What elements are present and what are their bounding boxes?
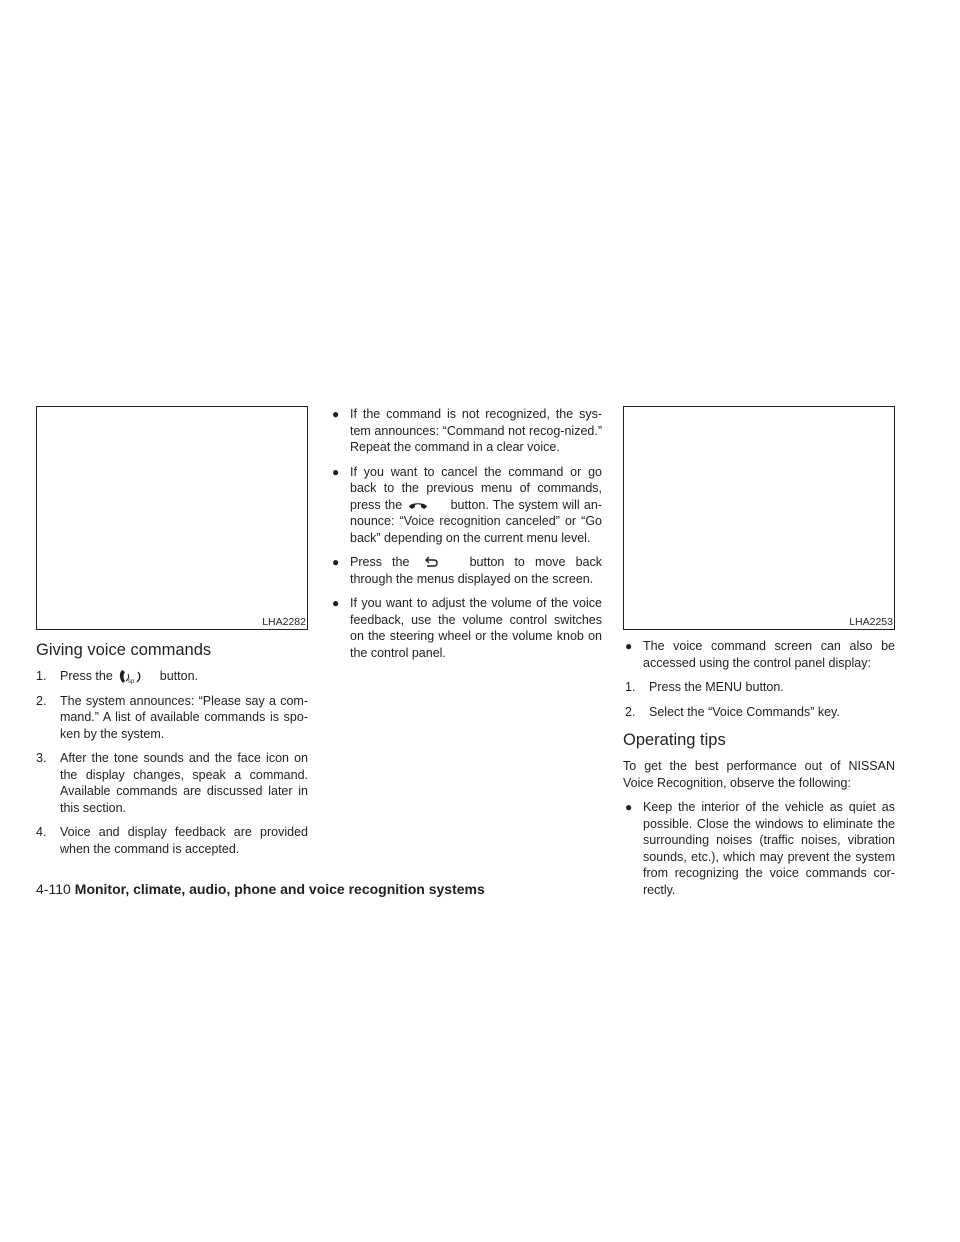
list-item (330, 554, 602, 587)
list-item (330, 406, 602, 456)
list-item (625, 679, 895, 696)
step-text: After the tone sounds and the face icon on the display changes, speak a command. Available commands are discussed later in this section. (60, 751, 308, 815)
list-item (625, 704, 895, 721)
page-number: 4-110 (36, 881, 71, 897)
figure-lha2282 (36, 406, 308, 630)
step-text: The system announces: “Please say a com-mand.” A list of available commands is spo-ken by the system. (60, 693, 308, 741)
step-number: 4. (36, 825, 47, 839)
right-column (623, 406, 895, 906)
page-footer (36, 880, 485, 898)
step-text: Press the (60, 669, 113, 683)
step-number: 1. (36, 669, 47, 683)
step-text: Press the MENU button. (649, 680, 784, 694)
figure-label: LHA2282 (262, 616, 306, 628)
step-number: 3. (36, 751, 47, 765)
left-column (36, 406, 308, 865)
list-item (623, 799, 895, 898)
operating-tips-list (623, 799, 895, 898)
list-item (36, 693, 308, 743)
note-text: Press the (350, 555, 410, 569)
list-item (36, 750, 308, 816)
heading-giving-voice-commands: Giving voice commands (36, 641, 212, 659)
step-text: Voice and display feedback are provided when the command is accepted. (60, 825, 308, 856)
note-text: button to move back through the menus displayed on the screen. (350, 555, 602, 586)
back-arrow-icon (420, 555, 460, 569)
figure-label: LHA2253 (849, 616, 893, 628)
tip-text: Keep the interior of the vehicle as quiet as possible. Close the windows to eliminate the surrounding noises (traffic noises, vibration sounds, etc.), which may prevent the system from recognizing the voice commands cor-rectly. (643, 800, 895, 897)
note-text: If you want to cancel the command or go back to the previous menu of commands, press the (350, 464, 602, 512)
step-number: 1. (625, 680, 636, 694)
middle-column (330, 406, 602, 669)
note-text: If the command is not recognized, the sys-tem announces: “Command not recog-nized.” Repeat the command in a clear voice. (350, 407, 602, 454)
figure-lha2253 (623, 406, 895, 630)
control-panel-note (623, 638, 895, 671)
step-number: 2. (36, 693, 47, 708)
section-title: Monitor, climate, audio, phone and voice recognition systems (74, 881, 485, 897)
bullet-icon: ● (332, 464, 340, 479)
bullet-icon: ● (625, 639, 633, 653)
svg-text:sp: sp (128, 679, 135, 685)
bullet-icon: ● (332, 407, 340, 421)
note-text: If you want to adjust the volume of the voice feedback, use the volume control switches on the steering wheel or the volume knob on the control panel. (350, 596, 602, 660)
list-item (623, 638, 895, 671)
bullet-icon: ● (332, 596, 340, 610)
step-text: button. (159, 669, 199, 683)
step-number: 2. (625, 704, 636, 719)
heading-operating-tips: Operating tips (623, 731, 726, 749)
note-text: The voice command screen can also be accessed using the control panel display: (643, 639, 895, 670)
talk-button-icon (116, 669, 156, 683)
step-text: Select the “Voice Commands” key. (649, 704, 840, 719)
list-item (36, 668, 308, 685)
phone-hangup-icon (406, 498, 446, 512)
note-text: button. The system will an-nounce: “Voice recognition canceled” or “Go back” depending on the current menu level. (350, 497, 602, 545)
list-item (36, 824, 308, 857)
list-item (330, 595, 602, 661)
voice-command-steps (36, 668, 308, 857)
list-item (330, 464, 602, 547)
bullet-icon: ● (625, 800, 633, 814)
menu-steps (625, 679, 895, 720)
bullet-icon: ● (332, 555, 340, 569)
voice-command-notes (330, 406, 602, 661)
operating-tips-intro: To get the best performance out of NISSAN Voice Recognition, observe the following: (623, 759, 895, 790)
